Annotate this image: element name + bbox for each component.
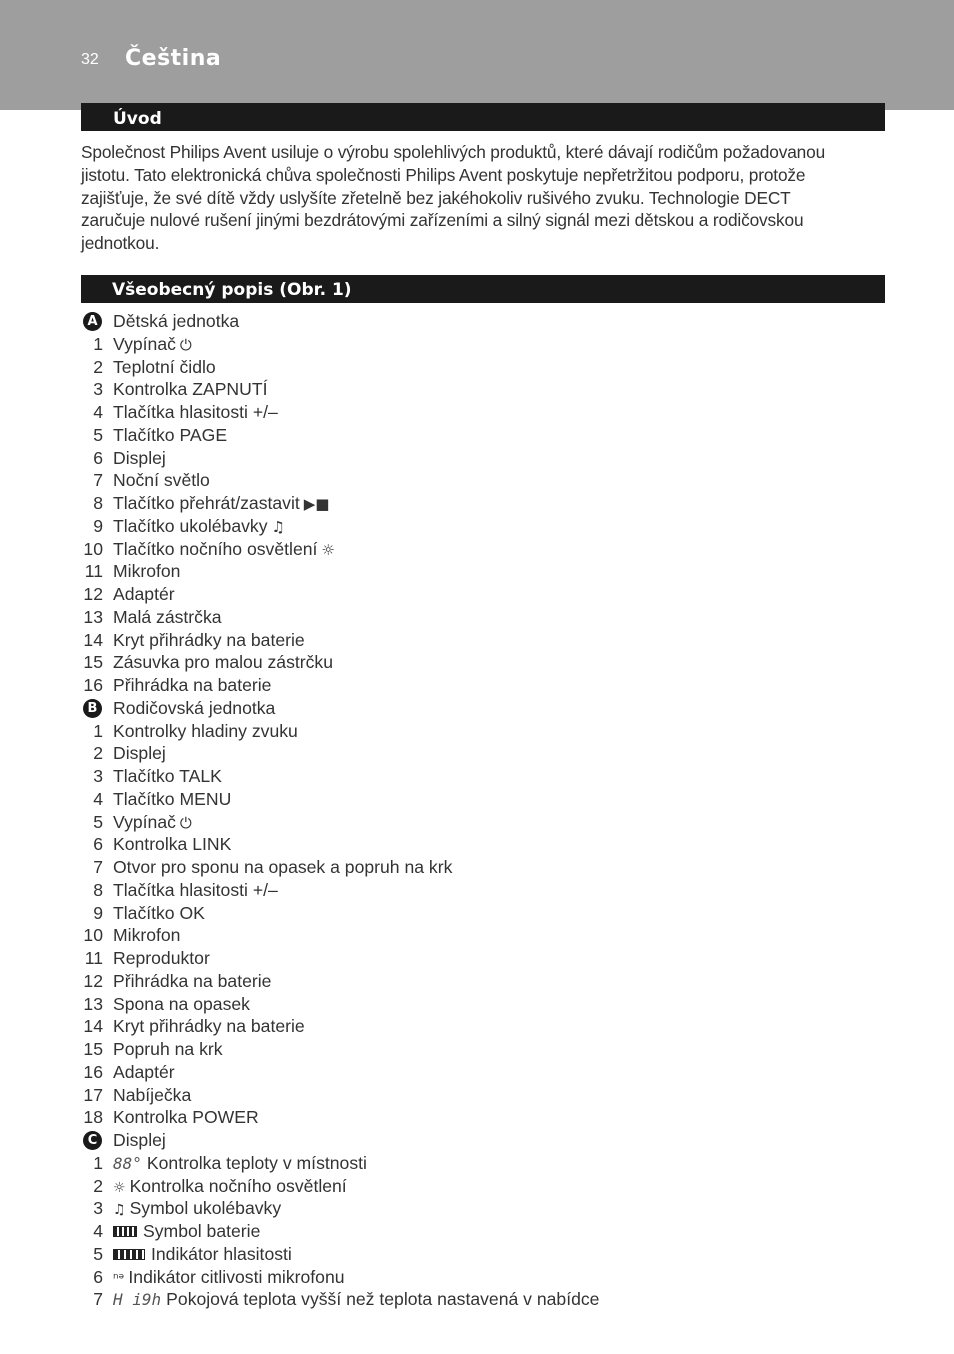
item-label: Adaptér [113, 584, 175, 604]
item-number: 16 [83, 675, 103, 695]
item-number: 8 [93, 493, 103, 513]
item-number: 14 [83, 1016, 103, 1037]
item-number: 13 [83, 993, 103, 1014]
item-text [113, 765, 222, 788]
item-text [113, 1220, 260, 1243]
item-text [113, 674, 271, 697]
item-number: 1 [93, 1152, 103, 1173]
lcd-readout: 88° [113, 1153, 142, 1173]
list-item [81, 538, 901, 561]
list-item [81, 811, 901, 834]
group-marker-badge: B [83, 699, 102, 718]
item-text [113, 1015, 305, 1038]
item-text [113, 1175, 347, 1200]
battery-icon [113, 1226, 137, 1237]
item-text [113, 1152, 367, 1176]
list-item [81, 924, 901, 947]
symbol-glyph: ☼ [113, 1179, 126, 1196]
list-item [81, 1084, 901, 1107]
item-label: Reproduktor [113, 948, 210, 968]
item-label: Mikrofon [113, 925, 181, 946]
item-text [113, 833, 231, 856]
item-number: 1 [93, 720, 103, 741]
item-number: 6 [93, 1266, 103, 1287]
item-label: Adaptér [113, 1061, 175, 1082]
item-label: Kontrolka POWER [113, 1107, 259, 1128]
symbol-glyph: ⏻ [179, 335, 192, 354]
item-number: 8 [93, 879, 103, 900]
list-item [81, 1197, 901, 1220]
list-item [81, 788, 901, 811]
item-label: Symbol ukolébavky [129, 1198, 282, 1219]
item-label: Spona na opasek [113, 993, 250, 1014]
list-item [81, 1266, 901, 1289]
item-number: 17 [83, 1084, 103, 1105]
item-number: 10 [83, 538, 103, 559]
item-number: 4 [93, 402, 103, 422]
item-text [113, 560, 180, 583]
item-label: Popruh na krk [113, 1039, 223, 1059]
list-item [81, 492, 901, 515]
item-label: Dětská jednotka [113, 311, 240, 331]
list-item [81, 629, 901, 652]
item-number: 7 [93, 857, 103, 877]
volume-bar-icon [113, 1249, 145, 1260]
group-marker-badge: C [83, 1131, 102, 1150]
item-number: 4 [93, 788, 103, 809]
item-text [113, 1266, 345, 1291]
item-text [113, 742, 166, 765]
item-text [113, 788, 231, 811]
intro-line: zajišťuje, že své dítě vždy uslyšíte zřetelně bez jakéhokoliv rušivého zvuku. Technologie DECT [81, 187, 791, 208]
item-label: Tlačítko MENU [113, 788, 232, 809]
item-label: Indikátor hlasitosti [151, 1243, 292, 1264]
item-number: 4 [93, 1221, 103, 1241]
item-label: Displej [113, 447, 166, 468]
item-number: 13 [83, 606, 103, 627]
item-label: Přihrádka na baterie [113, 675, 272, 695]
item-label: Tlačítko PAGE [113, 424, 228, 445]
item-label: Otvor pro sponu na opasek a popruh na krk [113, 857, 453, 877]
item-text [113, 811, 192, 835]
list-item [81, 424, 901, 447]
item-label: Tlačítko přehrát/zastavit [113, 493, 300, 513]
list-item [81, 606, 901, 629]
list-item [81, 879, 901, 902]
list-item [81, 560, 901, 583]
list-group-heading [81, 310, 901, 333]
item-text [113, 1084, 191, 1107]
item-number: 1 [93, 333, 103, 354]
item-label: Pokojová teplota vyšší než teplota nastavená v nabídce [166, 1289, 600, 1310]
item-label: Kryt přihrádky na baterie [113, 1016, 305, 1037]
item-label: Nabíječka [113, 1084, 192, 1105]
list-item [81, 674, 901, 697]
item-number: 10 [83, 925, 103, 946]
list-group-heading [81, 1129, 901, 1152]
item-text [113, 697, 275, 720]
item-text [113, 606, 222, 629]
item-label: Tlačítko ukolébavky [113, 515, 268, 536]
item-label: Malá zástrčka [113, 606, 222, 627]
item-text [113, 720, 298, 743]
item-number: 6 [93, 834, 103, 855]
list-item [81, 1175, 901, 1198]
item-number: 15 [83, 652, 103, 673]
parts-list [81, 310, 901, 1311]
item-number: 7 [93, 1289, 103, 1310]
list-item [81, 469, 901, 492]
item-label: Vypínač [113, 333, 176, 354]
item-text [113, 993, 250, 1016]
intro-line: jednotkou. [81, 233, 160, 254]
item-number: 2 [93, 1175, 103, 1196]
item-number: 18 [83, 1107, 103, 1128]
list-item [81, 1061, 901, 1084]
item-text [113, 924, 180, 947]
item-label: Kontrolky hladiny zvuku [113, 720, 298, 741]
intro-paragraph [81, 141, 891, 255]
item-text [113, 333, 192, 357]
list-item [81, 651, 901, 674]
item-text [113, 356, 216, 379]
item-label: Displej [113, 743, 166, 764]
item-label: Mikrofon [113, 561, 181, 582]
item-label: Tlačítko OK [113, 902, 205, 923]
item-label: Indikátor citlivosti mikrofonu [128, 1266, 345, 1287]
list-item [81, 720, 901, 743]
item-number: 5 [93, 424, 103, 445]
list-item [81, 333, 901, 356]
item-text [113, 1129, 166, 1152]
item-text [113, 492, 329, 516]
item-label: Kontrolka teploty v místnosti [146, 1152, 367, 1173]
list-item [81, 1038, 901, 1061]
header-band [0, 0, 954, 110]
item-label: Tlačítka hlasitosti +/– [113, 879, 278, 900]
item-label: Symbol baterie [143, 1221, 261, 1241]
item-text [113, 879, 278, 902]
item-text [113, 856, 452, 879]
item-text [113, 583, 175, 606]
list-item [81, 947, 901, 970]
item-label: Přihrádka na baterie [113, 970, 272, 991]
list-item [81, 1288, 901, 1311]
item-number: 14 [83, 629, 103, 650]
list-item [81, 1243, 901, 1266]
item-number: 12 [83, 584, 103, 604]
item-label: Teplotní čidlo [113, 356, 216, 377]
item-label: Tlačítko nočního osvětlení [113, 538, 318, 559]
list-item [81, 902, 901, 925]
item-text [113, 629, 305, 652]
item-number: 11 [84, 948, 103, 968]
list-item [81, 583, 901, 606]
item-label: Tlačítka hlasitosti +/– [113, 402, 278, 422]
lcd-readout: H i9h [113, 1290, 162, 1310]
intro-line: zaručuje nulové rušení jinými bezdrátovými zařízeními a silný signál mezi dětskou a rodičovskou [81, 210, 804, 231]
item-text [113, 538, 335, 562]
symbol-glyph: ☼ [321, 540, 335, 559]
list-item [81, 833, 901, 856]
symbol-glyph: ▶■ [303, 495, 330, 513]
item-text [113, 1038, 223, 1061]
item-number: 9 [93, 902, 103, 923]
item-number: 3 [93, 766, 103, 786]
item-text [113, 469, 210, 492]
item-number: 7 [93, 470, 103, 491]
item-number: 11 [84, 561, 103, 582]
list-item [81, 401, 901, 424]
item-text [113, 1197, 281, 1222]
list-item [81, 447, 901, 470]
item-number: 9 [93, 515, 103, 536]
item-number: 2 [93, 356, 103, 377]
item-number: 12 [83, 970, 103, 991]
item-text [113, 1243, 292, 1266]
item-number: 15 [83, 1039, 103, 1059]
item-label: Kontrolka LINK [113, 834, 232, 855]
item-number: 6 [93, 447, 103, 468]
item-text [113, 970, 271, 993]
item-number: 3 [93, 1198, 103, 1219]
item-text [113, 424, 227, 447]
list-item [81, 378, 901, 401]
list-item [81, 356, 901, 379]
item-label: Rodičovská jednotka [113, 697, 276, 718]
list-item [81, 856, 901, 879]
section-heading-intro: Úvod [81, 103, 885, 131]
list-item [81, 1220, 901, 1243]
symbol-glyph: ⁿᵊ [113, 1270, 125, 1287]
item-number: 5 [93, 811, 103, 832]
item-number: 2 [93, 743, 103, 764]
item-label: Tlačítko TALK [113, 766, 222, 786]
symbol-glyph: ♫ [271, 517, 285, 536]
item-number: 16 [83, 1061, 103, 1082]
item-text [113, 1288, 599, 1312]
item-text [113, 310, 239, 333]
item-text [113, 515, 285, 539]
list-item [81, 742, 901, 765]
item-label: Zásuvka pro malou zástrčku [113, 652, 334, 673]
item-text [113, 1106, 259, 1129]
item-text [113, 447, 166, 470]
item-number: 3 [93, 379, 103, 400]
list-item [81, 515, 901, 538]
page-number: 32 [81, 51, 99, 68]
list-item [81, 1106, 901, 1129]
list-item [81, 1015, 901, 1038]
item-label: Displej [113, 1130, 166, 1150]
item-text [113, 1061, 175, 1084]
list-group-heading [81, 697, 901, 720]
symbol-glyph: ♫ [113, 1202, 126, 1219]
list-item [81, 970, 901, 993]
item-label: Kontrolka ZAPNUTÍ [113, 379, 268, 400]
item-number: 5 [93, 1243, 103, 1264]
list-item [81, 1152, 901, 1175]
list-item [81, 993, 901, 1016]
intro-line: Společnost Philips Avent usiluje o výrobu spolehlivých produktů, které dávají rodičům požadovanou [81, 142, 826, 162]
intro-line: jistotu. Tato elektronická chůva společnosti Philips Avent poskytuje nepřetržitou podporu, protože [81, 164, 806, 185]
language-title: Čeština [125, 46, 222, 71]
list-item [81, 765, 901, 788]
item-text [113, 378, 267, 401]
item-label: Kontrolka nočního osvětlení [129, 1175, 347, 1196]
item-label: Kryt přihrádky na baterie [113, 629, 305, 650]
item-text [113, 651, 333, 674]
section-heading-description: Všeobecný popis (Obr. 1) [81, 275, 885, 303]
item-text [113, 902, 205, 925]
item-label: Noční světlo [113, 470, 210, 491]
group-marker-badge: A [83, 312, 102, 331]
item-label: Vypínač [113, 811, 176, 832]
item-text [113, 401, 278, 424]
item-text [113, 947, 210, 970]
symbol-glyph: ⏻ [179, 813, 192, 832]
